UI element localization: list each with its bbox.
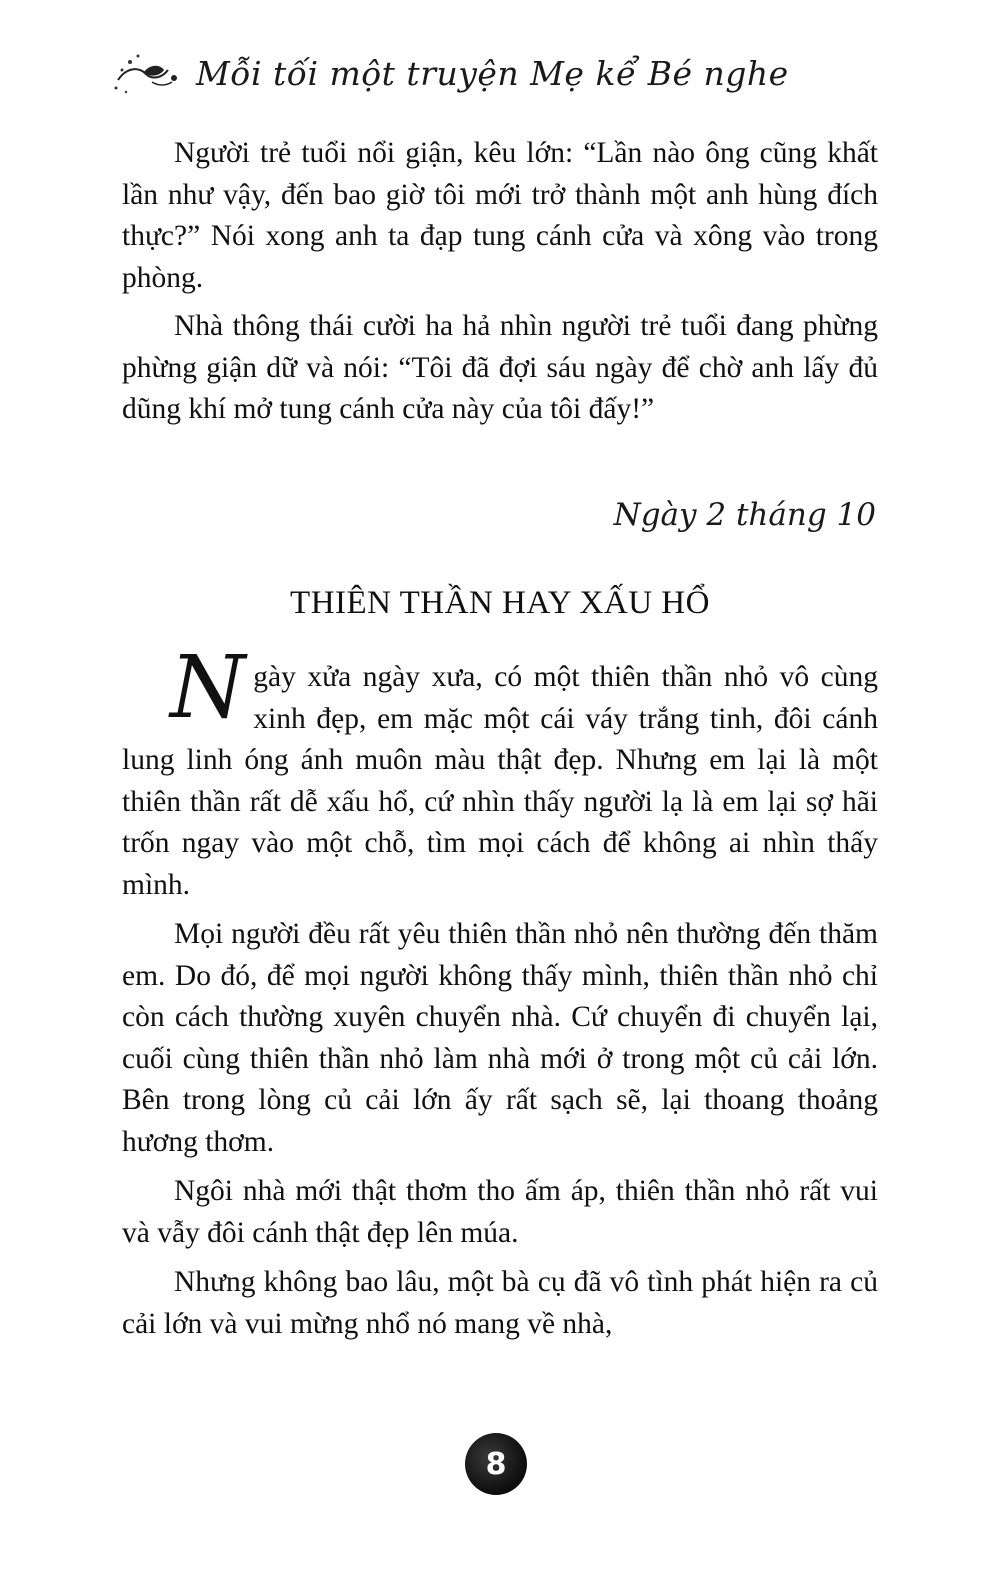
drop-cap: N — [170, 638, 246, 738]
story-paragraph-1-text: gày xửa ngày xưa, có một thiên thần nhỏ vô cùng xinh đẹp, em mặc một cái váy trắng tinh, đôi cánh lung linh óng ánh muôn màu thật đẹp. Nhưng em lại là một thiên thần rất dễ xấu hổ, cứ nhìn thấy người lạ là em lại sợ hãi trốn ngay vào một chỗ, tìm mọi cách để không ai nhìn thấy mình. — [122, 661, 878, 901]
story-paragraph-3: Ngôi nhà mới thật thơm tho ấm áp, thiên thần nhỏ rất vui và vẫy đôi cánh thật đẹp lên múa. — [122, 1175, 878, 1249]
story-title: THIÊN THẦN HAY XẤU HỔ — [290, 585, 710, 621]
story-paragraph-1 — [122, 638, 878, 906]
page-number: 8 — [485, 1446, 507, 1482]
previous-story-paragraph-2: Nhà thông thái cười ha hả nhìn người trẻ tuổi đang phừng phừng giận dữ và nói: “Tôi đã đợi sáu ngày để chờ anh lấy đủ dũng khí mở tung cánh cửa này của tôi đấy!” — [122, 310, 878, 425]
page-number-badge — [465, 1433, 527, 1495]
floral-ornament-icon — [108, 48, 188, 98]
story-paragraph-4: Nhưng không bao lâu, một bà cụ đã vô tình phát hiện ra củ cải lớn và vui mừng nhổ nó mang về nhà, — [122, 1266, 878, 1340]
running-header — [108, 48, 789, 98]
running-title: Mỗi tối một truyện Mẹ kể Bé nghe — [196, 53, 789, 93]
story-body — [122, 638, 878, 1353]
date-line: Ngày 2 tháng 10 — [613, 497, 876, 533]
story-paragraph-2: Mọi người đều rất yêu thiên thần nhỏ nên thường đến thăm em. Do đó, để mọi người không thấy mình, thiên thần nhỏ chỉ còn cách thường xuyên chuyển nhà. Cứ chuyển đi chuyển lại, cuối cùng thiên thần nhỏ làm nhà mới ở trong một củ cải lớn. Bên trong lòng củ cải lớn ấy rất sạch sẽ, lại thoang thoảng hương thơm. — [122, 918, 878, 1158]
previous-story-paragraph-1: Người trẻ tuổi nổi giận, kêu lớn: “Lần nào ông cũng khất lần như vậy, đến bao giờ tôi mới trở thành một anh hùng đích thực?” Nói xong anh ta đạp tung cánh cửa và xông vào trong phòng. — [122, 137, 878, 294]
